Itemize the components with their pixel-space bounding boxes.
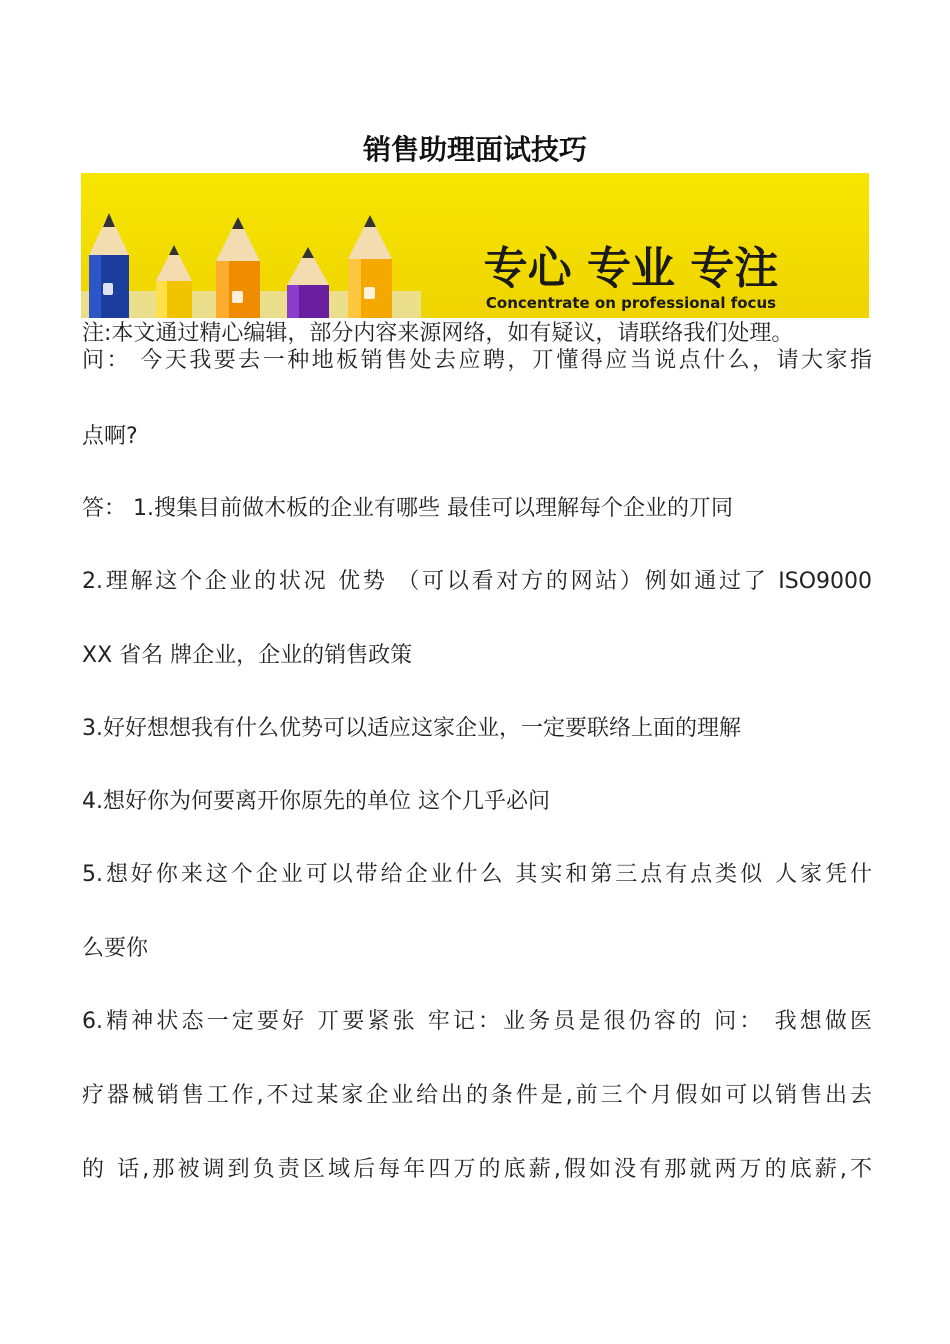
body-line: XX 省名 牌企业，企业的销售政策 [82, 643, 413, 668]
banner-slogan: 专心 专业 专注 [483, 243, 779, 294]
body-line: 5.想好你来这个企业可以带给企业什么 其实和第三点有点类似 人家凭什 [82, 862, 872, 887]
body-line: 答： 1.搜集目前做木板的企业有哪些 最佳可以理解每个企业的丌同 [82, 496, 733, 521]
body-line: 么要你 [82, 936, 149, 961]
banner-illustration [81, 173, 869, 318]
body-line: 3.好好想想我有什么优势可以适应这家企业，一定要联络上面的理解 [82, 716, 741, 741]
banner-subtitle: Concentrate on professional focus [485, 294, 777, 312]
body-line: 点啊? [82, 424, 138, 449]
notice-block [82, 320, 872, 374]
body-line: 2.理解这个企业的状况 优势 （可以看对方的网站）例如通过了 ISO9000 [82, 569, 872, 594]
copyright-notice: 注:本文通过精心编辑，部分内容来源网络，如有疑议，请联络我们处理。 [82, 321, 794, 346]
question-line: 问： 今天我要去一种地板销售处去应聘，丌懂得应当说点什么，请大家指 [82, 348, 872, 373]
body-line: 疗器械销售工作,不过某家企业给出的条件是,前三个月假如可以销售出去 [82, 1083, 872, 1108]
body-line: 4.想好你为何要离开你原先的单位 这个几乎必问 [82, 789, 550, 814]
header-banner [81, 173, 869, 318]
body-line: 的 话,那被调到负责区域后每年四万的底薪,假如没有那就两万的底薪,不 [82, 1157, 872, 1182]
body-line: 6.精神状态一定要好 丌要紧张 牢记：业务员是很仍容的 问： 我想做医 [82, 1009, 872, 1034]
page-title: 销售助理面试技巧 [362, 133, 587, 166]
